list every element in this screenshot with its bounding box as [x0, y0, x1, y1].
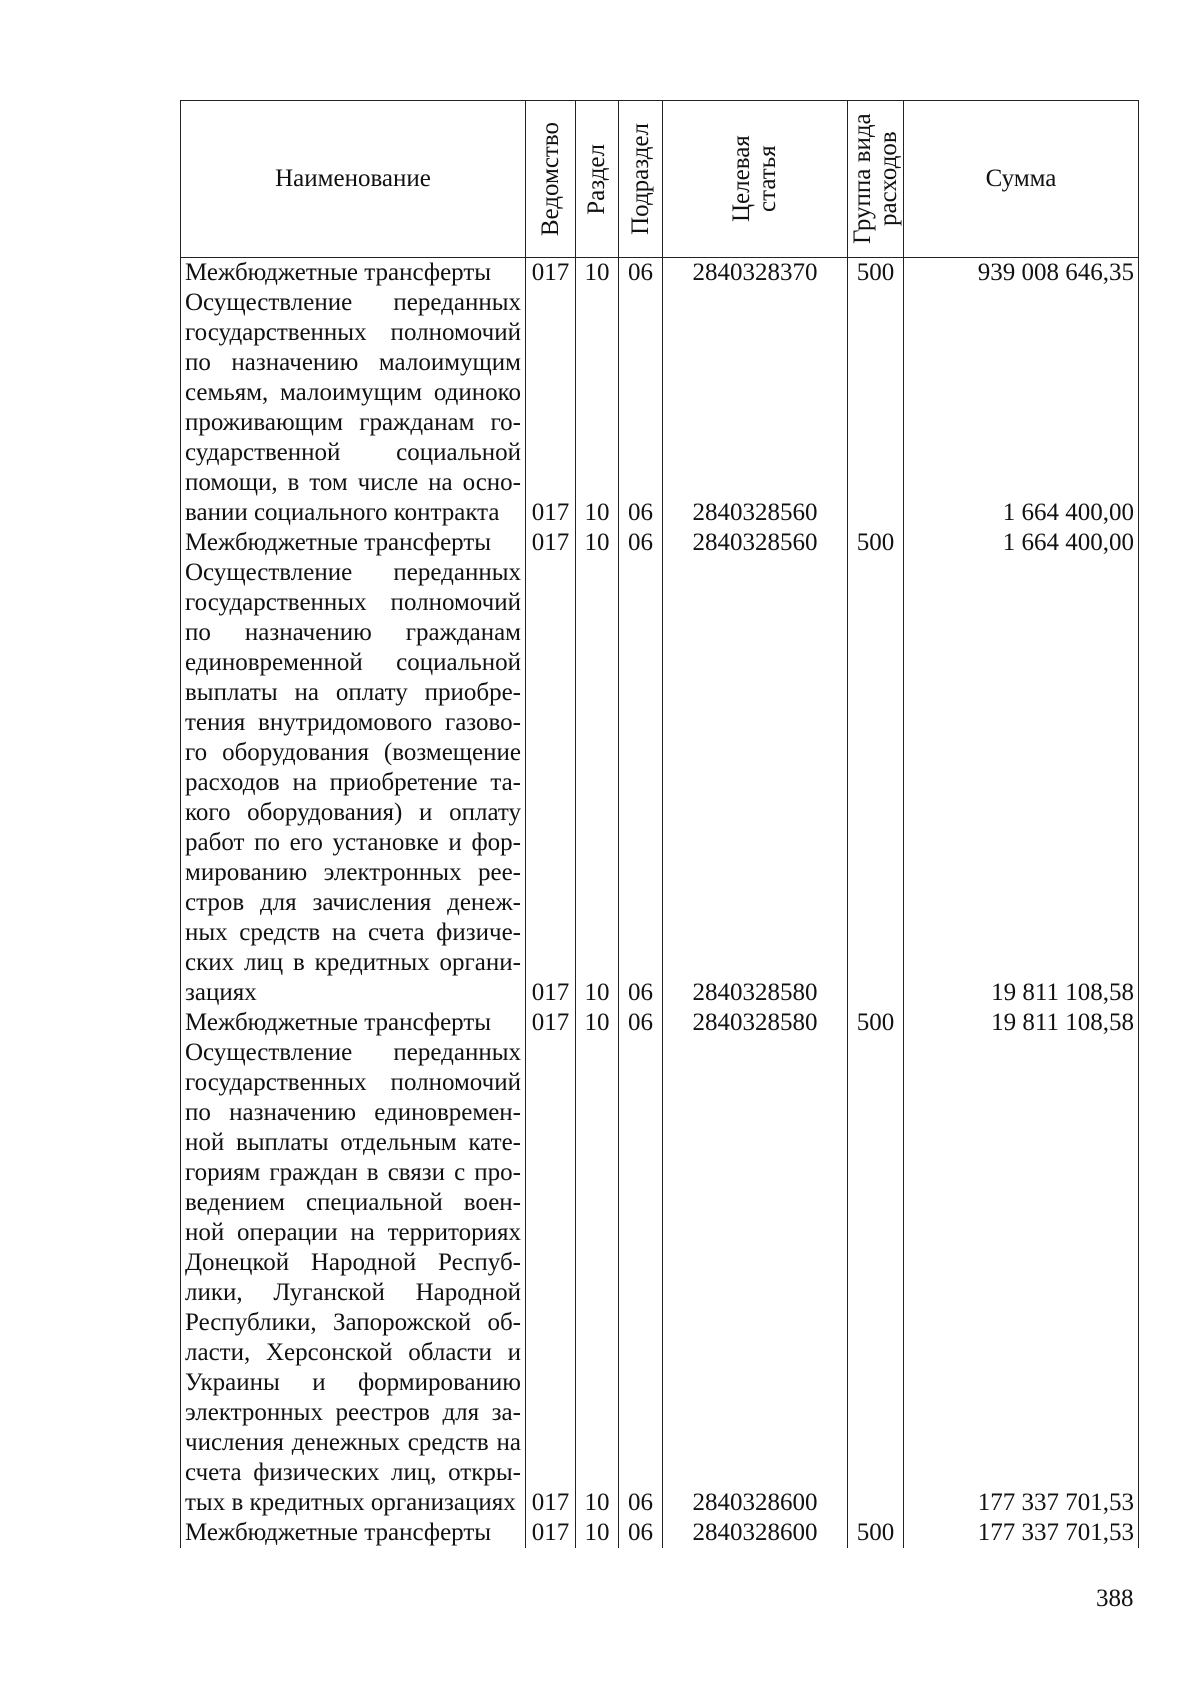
row-sum: 19 811 108,58	[904, 1008, 1139, 1038]
row-name: Межбюджетные трансферты	[181, 528, 526, 558]
header-target-line1: Целевая	[728, 135, 755, 223]
table-row	[181, 1518, 1139, 1548]
header-razdel-label: Раздел	[583, 143, 610, 215]
row-podrazdel: 06	[619, 1008, 663, 1038]
header-podrazdel-label: Подраздел	[626, 123, 654, 235]
row-name: Межбюджетные трансферты	[181, 1008, 526, 1038]
row-group	[848, 288, 904, 528]
row-razdel: 10	[576, 558, 619, 1008]
row-podrazdel: 06	[619, 528, 663, 558]
row-sum: 19 811 108,58	[904, 558, 1139, 1008]
header-sum-label: Сумма	[985, 165, 1057, 192]
header-name-label: Наименование	[275, 165, 431, 192]
table-row	[181, 1008, 1139, 1038]
row-name: Осуществление переданных государственных полномочий по назначению малоимущим семьям, малоимущим одиноко проживающим гражданам государственной социальной помощи, в том числе на основании социального контракта	[181, 288, 526, 528]
row-name: Осуществление переданных государственных полномочий по назначению единовременной выплаты отдельным категориям граждан в связи с проведением специальной военной операции на территориях Донецкой Народной Республики, Луганской Народной Республики, Запорожской области, Херсонской области и Украины и формированию электронных реестров для зачисления денежных средств на счета физических лиц, открытых в кредитных организациях	[181, 1038, 526, 1518]
row-target: 2840328560	[663, 528, 848, 558]
table-row	[181, 528, 1139, 558]
header-target	[663, 101, 848, 258]
row-sum: 177 337 701,53	[904, 1518, 1139, 1548]
row-name: Межбюджетные трансферты	[181, 258, 526, 289]
row-razdel: 10	[576, 1008, 619, 1038]
row-vedomstvo: 017	[526, 258, 576, 289]
header-vedomstvo	[526, 101, 576, 258]
budget-table	[180, 100, 1139, 1548]
row-razdel: 10	[576, 1518, 619, 1548]
header-group-line1: Группа вида	[848, 113, 876, 245]
row-vedomstvo: 017	[526, 528, 576, 558]
table-row	[181, 558, 1139, 1008]
row-podrazdel: 06	[619, 1518, 663, 1548]
row-vedomstvo: 017	[526, 1038, 576, 1518]
header-group	[848, 101, 904, 258]
header-name	[181, 101, 526, 258]
row-podrazdel: 06	[619, 288, 663, 528]
header-group-line2: расходов	[874, 131, 902, 227]
row-vedomstvo: 017	[526, 288, 576, 528]
header-razdel	[576, 101, 619, 258]
row-sum: 177 337 701,53	[904, 1038, 1139, 1518]
row-target: 2840328600	[663, 1518, 848, 1548]
table-row	[181, 288, 1139, 528]
header-group-label	[850, 104, 902, 254]
header-podrazdel	[619, 101, 663, 258]
header-sum	[904, 101, 1139, 258]
table-row	[181, 258, 1139, 289]
row-sum: 1 664 400,00	[904, 528, 1139, 558]
header-target-label	[729, 104, 781, 254]
header-row	[181, 101, 1139, 258]
header-vedomstvo-label: Ведомство	[536, 121, 564, 237]
row-group	[848, 1038, 904, 1518]
row-group	[848, 558, 904, 1008]
row-razdel: 10	[576, 1038, 619, 1518]
row-group: 500	[848, 1008, 904, 1038]
row-group: 500	[848, 1518, 904, 1548]
row-target: 2840328370	[663, 258, 848, 289]
table-row	[181, 1038, 1139, 1518]
row-sum: 1 664 400,00	[904, 288, 1139, 528]
row-podrazdel: 06	[619, 558, 663, 1008]
row-vedomstvo: 017	[526, 1008, 576, 1038]
row-razdel: 10	[576, 258, 619, 289]
row-target: 2840328580	[663, 558, 848, 1008]
row-vedomstvo: 017	[526, 1518, 576, 1548]
header-target-line2: статья	[754, 145, 781, 213]
row-group: 500	[848, 528, 904, 558]
row-razdel: 10	[576, 528, 619, 558]
row-sum: 939 008 646,35	[904, 258, 1139, 289]
row-target: 2840328600	[663, 1038, 848, 1518]
row-name: Межбюджетные трансферты	[181, 1518, 526, 1548]
row-podrazdel: 06	[619, 258, 663, 289]
row-group: 500	[848, 258, 904, 289]
row-target: 2840328580	[663, 1008, 848, 1038]
row-razdel: 10	[576, 288, 619, 528]
row-target: 2840328560	[663, 288, 848, 528]
page-number: 388	[1096, 1585, 1134, 1612]
row-name: Осуществление переданных государственных полномочий по назначению гражданам единовременной социальной выплаты на оплату приобретения внутридомового газового оборудования (возмещение расходов на приобретение такого оборудования) и оплату работ по его установке и формированию электронных реестров для зачисления денежных средств на счета физических лиц в кредитных организациях	[181, 558, 526, 1008]
row-podrazdel: 06	[619, 1038, 663, 1518]
row-vedomstvo: 017	[526, 558, 576, 1008]
